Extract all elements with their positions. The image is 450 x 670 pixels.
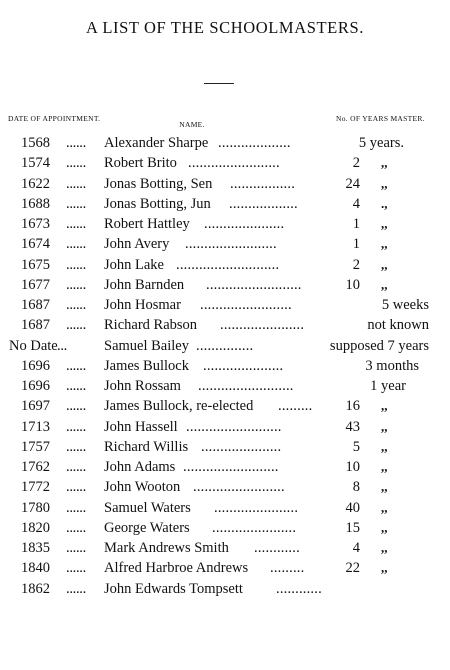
name-leader-dots: ........................	[200, 297, 292, 313]
ditto-mark: ,,	[381, 560, 388, 576]
list-item	[0, 174, 450, 194]
date-leader-dots: ......	[66, 357, 86, 374]
name-leader-dots: ............	[254, 540, 300, 556]
years-as-master: 22	[345, 560, 360, 577]
schoolmaster-name: John Wooton	[104, 479, 181, 496]
schoolmaster-name: John Adams	[104, 459, 176, 475]
list-item	[0, 255, 450, 275]
years-as-master: 2	[352, 155, 360, 172]
list-item	[0, 336, 450, 356]
name-leader-dots: ...............	[196, 337, 254, 354]
list-item	[0, 194, 450, 214]
list-item	[0, 214, 450, 234]
schoolmaster-name: Samuel Waters	[104, 499, 191, 516]
appointment-date: 1697	[21, 398, 50, 415]
ditto-mark: ,,	[381, 236, 388, 252]
schoolmaster-name: Jonas Botting, Sen	[104, 175, 213, 192]
list-item	[0, 396, 450, 416]
ditto-mark: ,,	[381, 216, 388, 231]
schoolmaster-name: John Hosmar	[104, 297, 181, 313]
date-leader-dots: ...	[57, 337, 67, 354]
years-as-master: 43	[345, 418, 360, 435]
date-leader-dots: ......	[66, 297, 86, 313]
years-as-master: 4	[352, 540, 360, 556]
years-as-master: 1	[352, 236, 360, 253]
appointment-date: 1835	[21, 540, 50, 556]
appointment-date: 1757	[21, 438, 50, 455]
header-date-of-appointment: DATE OF APPOINTMENT.	[8, 114, 101, 123]
name-leader-dots: .........	[270, 560, 305, 577]
years-as-master: 16	[345, 398, 360, 415]
years-as-master: 8	[352, 479, 360, 496]
schoolmaster-name: Robert Brito	[104, 155, 177, 172]
years-as-master: not known	[367, 317, 429, 334]
appointment-date: 1772	[21, 479, 50, 496]
ditto-mark: ,,	[381, 438, 388, 454]
appointment-date: No Date	[9, 337, 58, 354]
name-leader-dots: ............	[276, 580, 322, 597]
ditto-mark: ,,	[381, 418, 388, 434]
ditto-mark: ,,	[381, 398, 388, 414]
years-as-master: 10	[345, 276, 360, 293]
schoolmaster-name: Alexander Sharpe	[104, 135, 209, 151]
header-years-master: No. OF YEARS MASTER.	[336, 114, 425, 123]
years-as-master: 2	[352, 256, 360, 273]
years-as-master: 15	[345, 519, 360, 536]
list-item	[0, 275, 450, 295]
name-leader-dots: ......................	[214, 499, 299, 516]
years-as-master: 5	[352, 438, 360, 455]
list-item	[0, 315, 450, 335]
appointment-date: 1696	[21, 378, 50, 394]
appointment-date: 1862	[21, 580, 50, 597]
ditto-mark: .,	[381, 195, 388, 211]
ditto-mark: ,,	[381, 479, 388, 495]
schoolmaster-name: John Avery	[104, 236, 170, 253]
appointment-date: 1673	[21, 216, 50, 232]
date-leader-dots: ......	[66, 236, 86, 253]
list-item	[0, 558, 450, 578]
list-item	[0, 153, 450, 173]
schoolmaster-name: James Bullock, re-elected	[104, 398, 254, 415]
name-leader-dots: ........................	[185, 236, 277, 253]
date-leader-dots: ......	[66, 479, 86, 496]
list-item	[0, 295, 450, 315]
appointment-date: 1696	[21, 357, 50, 374]
name-leader-dots: .........	[278, 398, 313, 415]
date-leader-dots: ......	[66, 398, 86, 415]
name-leader-dots: ...................	[218, 135, 291, 151]
list-item	[0, 579, 450, 599]
schoolmaster-name: James Bullock	[104, 357, 189, 374]
name-leader-dots: ......................	[212, 519, 297, 536]
appointment-date: 1840	[21, 560, 50, 577]
name-leader-dots: .....................	[201, 438, 282, 455]
date-leader-dots: ......	[66, 580, 86, 597]
years-as-master: 40	[345, 499, 360, 516]
list-item	[0, 376, 450, 396]
years-as-master: supposed 7 years	[329, 337, 429, 354]
date-leader-dots: ......	[66, 276, 86, 293]
appointment-date: 1820	[21, 519, 50, 536]
appointment-date: 1677	[21, 276, 50, 293]
ditto-mark: ,,	[381, 175, 388, 191]
list-item	[0, 437, 450, 457]
name-leader-dots: .................	[230, 175, 296, 192]
date-leader-dots: ......	[66, 438, 86, 455]
years-as-master: 3 months	[365, 357, 419, 374]
date-leader-dots: ......	[66, 560, 86, 577]
title-rule	[204, 83, 234, 84]
appointment-date: 1688	[21, 195, 50, 212]
appointment-date: 1574	[21, 155, 50, 172]
date-leader-dots: ......	[66, 216, 86, 232]
ditto-mark: ,,	[381, 256, 388, 272]
name-leader-dots: .........................	[198, 378, 294, 394]
schoolmaster-name: Jonas Botting, Jun	[104, 195, 211, 212]
schoolmaster-name: Alfred Harbroe Andrews	[104, 560, 249, 577]
date-leader-dots: ......	[66, 540, 86, 556]
appointment-date: 1780	[21, 499, 50, 516]
date-leader-dots: ......	[66, 499, 86, 516]
name-leader-dots: .........................	[186, 418, 282, 435]
date-leader-dots: ......	[66, 378, 86, 394]
appointment-date: 1687	[21, 317, 50, 334]
schoolmaster-name: George Waters	[104, 519, 190, 536]
schoolmaster-name: John Hassell	[104, 418, 178, 435]
date-leader-dots: ......	[66, 195, 86, 212]
ditto-mark: ,,	[381, 519, 388, 535]
years-as-master: 4	[352, 195, 360, 212]
appointment-date: 1674	[21, 236, 50, 253]
years-as-master: 10	[345, 459, 360, 475]
list-item	[0, 457, 450, 477]
schoolmaster-name: Mark Andrews Smith	[104, 540, 229, 556]
list-item	[0, 538, 450, 558]
name-leader-dots: .....................	[203, 357, 284, 374]
name-leader-dots: ...........................	[176, 256, 280, 273]
list-item	[0, 234, 450, 254]
page-title: A LIST OF THE SCHOOLMASTERS.	[86, 18, 364, 37]
name-leader-dots: ........................	[188, 155, 280, 172]
ditto-mark: ,,	[381, 276, 388, 292]
date-leader-dots: ......	[66, 459, 86, 475]
date-leader-dots: ......	[66, 317, 86, 334]
years-as-master: 24	[345, 175, 360, 192]
schoolmaster-name: Richard Willis	[104, 438, 189, 455]
years-as-master: 1 year	[370, 378, 406, 394]
date-leader-dots: ......	[66, 175, 86, 192]
appointment-date: 1713	[21, 418, 50, 435]
schoolmaster-name: John Rossam	[104, 378, 181, 394]
appointment-date: 1675	[21, 256, 50, 273]
schoolmaster-name: John Edwards Tompsett	[104, 580, 243, 597]
name-leader-dots: .........................	[206, 276, 302, 293]
list-item	[0, 518, 450, 538]
schoolmaster-name: Samuel Bailey	[104, 337, 189, 354]
date-leader-dots: ......	[66, 519, 86, 536]
schoolmaster-name: John Barnden	[104, 276, 185, 293]
list-item	[0, 477, 450, 497]
name-leader-dots: .........................	[183, 459, 279, 475]
header-name: NAME.	[179, 120, 205, 129]
ditto-mark: ,,	[381, 459, 388, 474]
schoolmaster-name: Robert Hattley	[104, 216, 190, 232]
date-leader-dots: ......	[66, 135, 86, 151]
date-leader-dots: ......	[66, 256, 86, 273]
ditto-mark: ,,	[381, 155, 388, 171]
ditto-mark: ,,	[381, 540, 388, 555]
appointment-date: 1762	[21, 459, 50, 475]
list-item	[0, 356, 450, 376]
schoolmaster-name: John Lake	[104, 256, 164, 273]
years-as-master: 5 weeks	[381, 297, 429, 313]
list-item	[0, 133, 450, 153]
name-leader-dots: .....................	[204, 216, 285, 232]
appointment-date: 1687	[21, 297, 50, 313]
ditto-mark: ,,	[381, 499, 388, 515]
name-leader-dots: ........................	[193, 479, 285, 496]
date-leader-dots: ......	[66, 418, 86, 435]
list-item	[0, 498, 450, 518]
name-leader-dots: ......................	[220, 317, 305, 334]
name-leader-dots: ..................	[229, 195, 298, 212]
date-leader-dots: ......	[66, 155, 86, 172]
years-as-master: 1	[352, 216, 360, 232]
appointment-date: 1622	[21, 175, 50, 192]
appointment-date: 1568	[21, 135, 50, 151]
schoolmaster-name: Richard Rabson	[104, 317, 198, 334]
years-as-master: 5 years.	[358, 135, 404, 151]
list-item	[0, 417, 450, 437]
